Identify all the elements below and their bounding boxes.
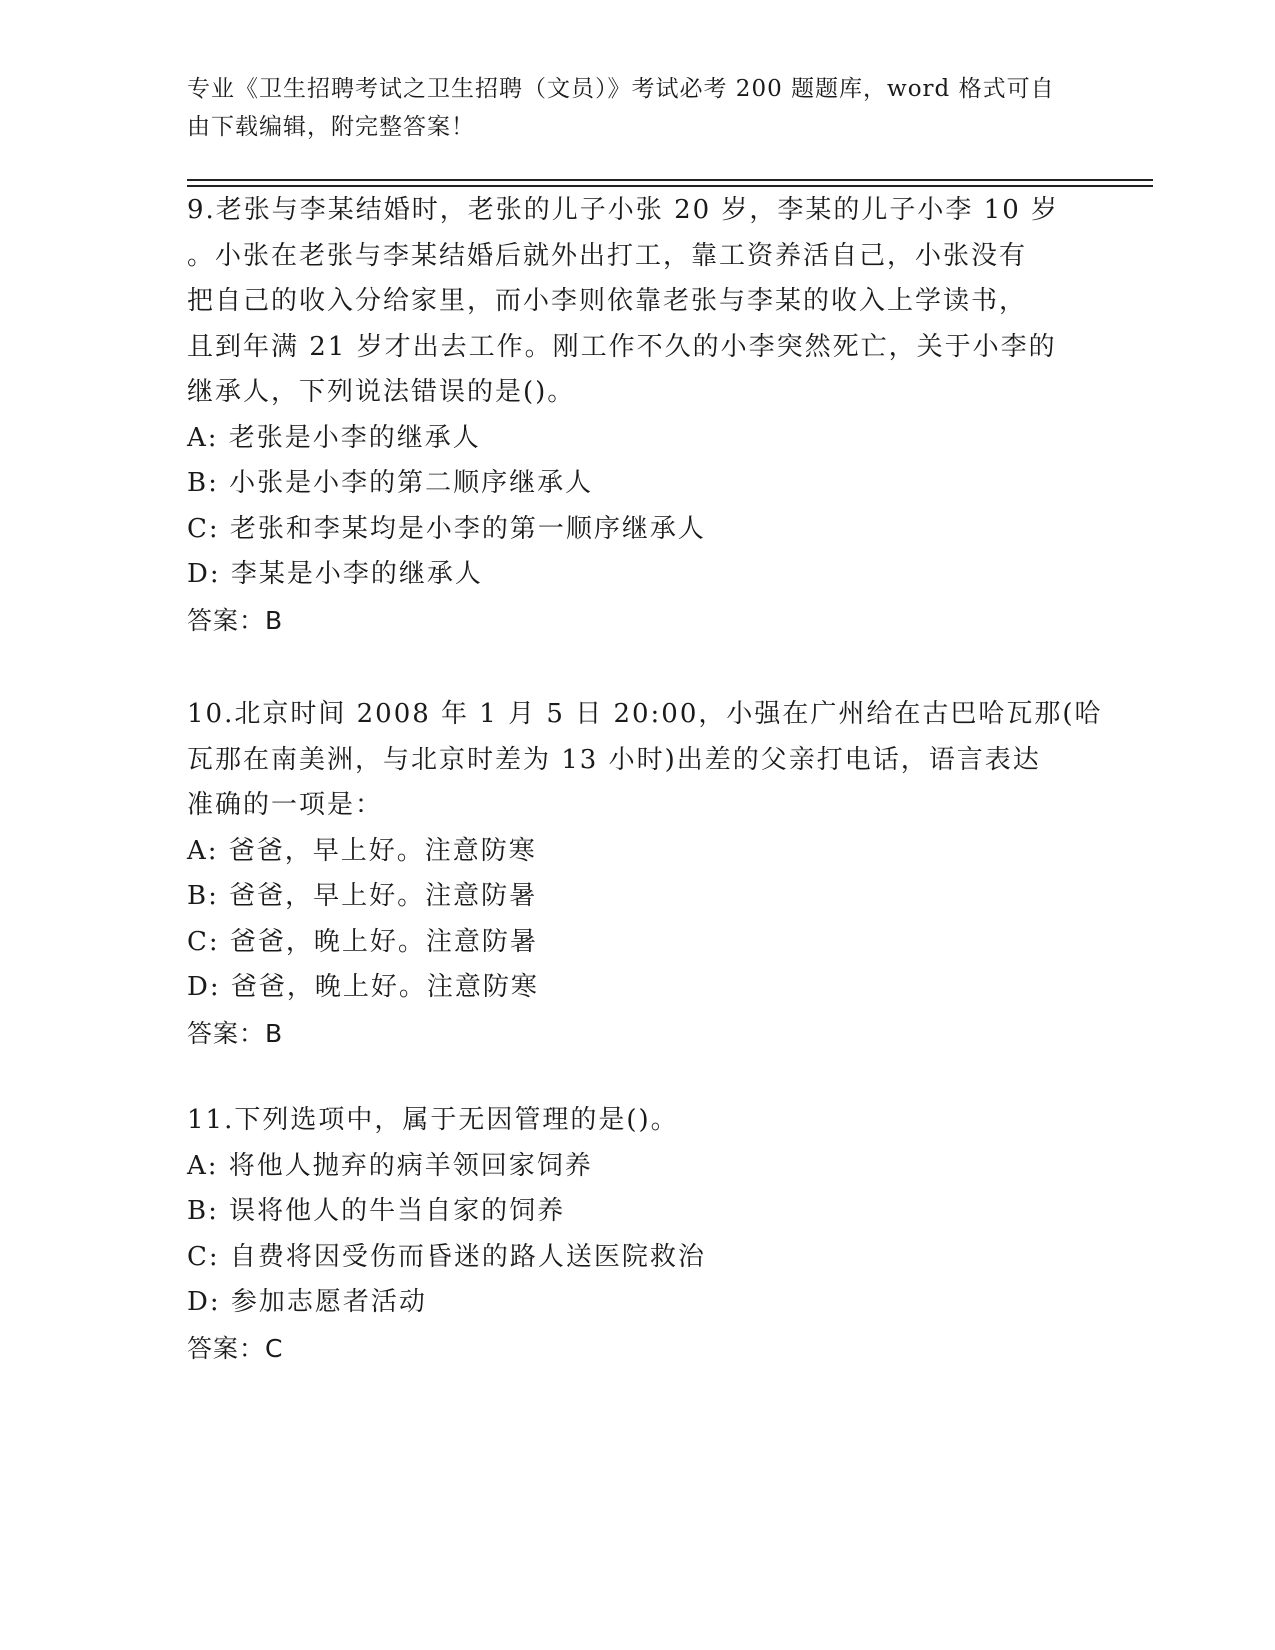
question-text: 11.下列选项中，属于无因管理的是()。 [187,1105,679,1135]
option-a: A: 爸爸，早上好。注意防寒 [187,835,537,866]
question-text: 9.老张与李某结婚时，老张的儿子小张 20 岁，李某的儿子小李 10 岁 [187,195,1060,225]
option-a: A: 老张是小李的继承人 [187,422,481,453]
header-divider [187,179,1153,181]
option-d: D: 李某是小李的继承人 [187,559,483,589]
header-line: 专业《卫生招聘考试之卫生招聘（文员）》考试必考 200 题题库，word 格式可自 [187,76,1055,102]
option-d: D: 爸爸，晚上好。注意防寒 [187,972,539,1002]
header-divider [187,185,1153,187]
question-text: 且到年满 21 岁才出去工作。刚工作不久的小李突然死亡，关于小李的 [187,331,1057,362]
question-9 [187,188,1087,643]
question-text: 10.北京时间 2008 年 1 月 5 日 20:00，小强在广州给在古巴哈瓦那(哈 [187,699,1103,729]
option-b: B: 误将他人的牛当自家的饲养 [187,1196,566,1226]
answer: 答案：C [187,1333,284,1363]
answer: 答案：B [187,1018,284,1048]
question-text: 瓦那在南美洲，与北京时差为 13 小时)出差的父亲打电话，语言表达 [187,744,1041,775]
question-text: 准确的一项是： [187,790,384,820]
option-a: A: 将他人抛弃的病羊领回家饲养 [187,1150,593,1181]
question-text: 继承人，下列说法错误的是()。 [187,377,576,407]
document-header [187,70,1087,146]
option-c: C: 老张和李某均是小李的第一顺序继承人 [187,513,706,544]
answer: 答案：B [187,605,284,635]
question-text: 把自己的收入分给家里，而小李则依靠老张与李某的收入上学读书， [187,286,1028,316]
question-10 [187,692,1103,1056]
header-line: 由下载编辑，附完整答案！ [187,114,475,140]
option-d: D: 参加志愿者活动 [187,1287,427,1317]
option-b: B: 小张是小李的第二顺序继承人 [187,468,594,498]
question-11 [187,1098,1087,1371]
option-c: C: 自费将因受伤而昏迷的路人送医院救治 [187,1241,706,1272]
question-text: 。小张在老张与李某结婚后就外出打工，靠工资养活自己，小张没有 [187,240,1028,271]
option-b: B: 爸爸，早上好。注意防暑 [187,881,538,911]
option-c: C: 爸爸，晚上好。注意防暑 [187,926,538,957]
